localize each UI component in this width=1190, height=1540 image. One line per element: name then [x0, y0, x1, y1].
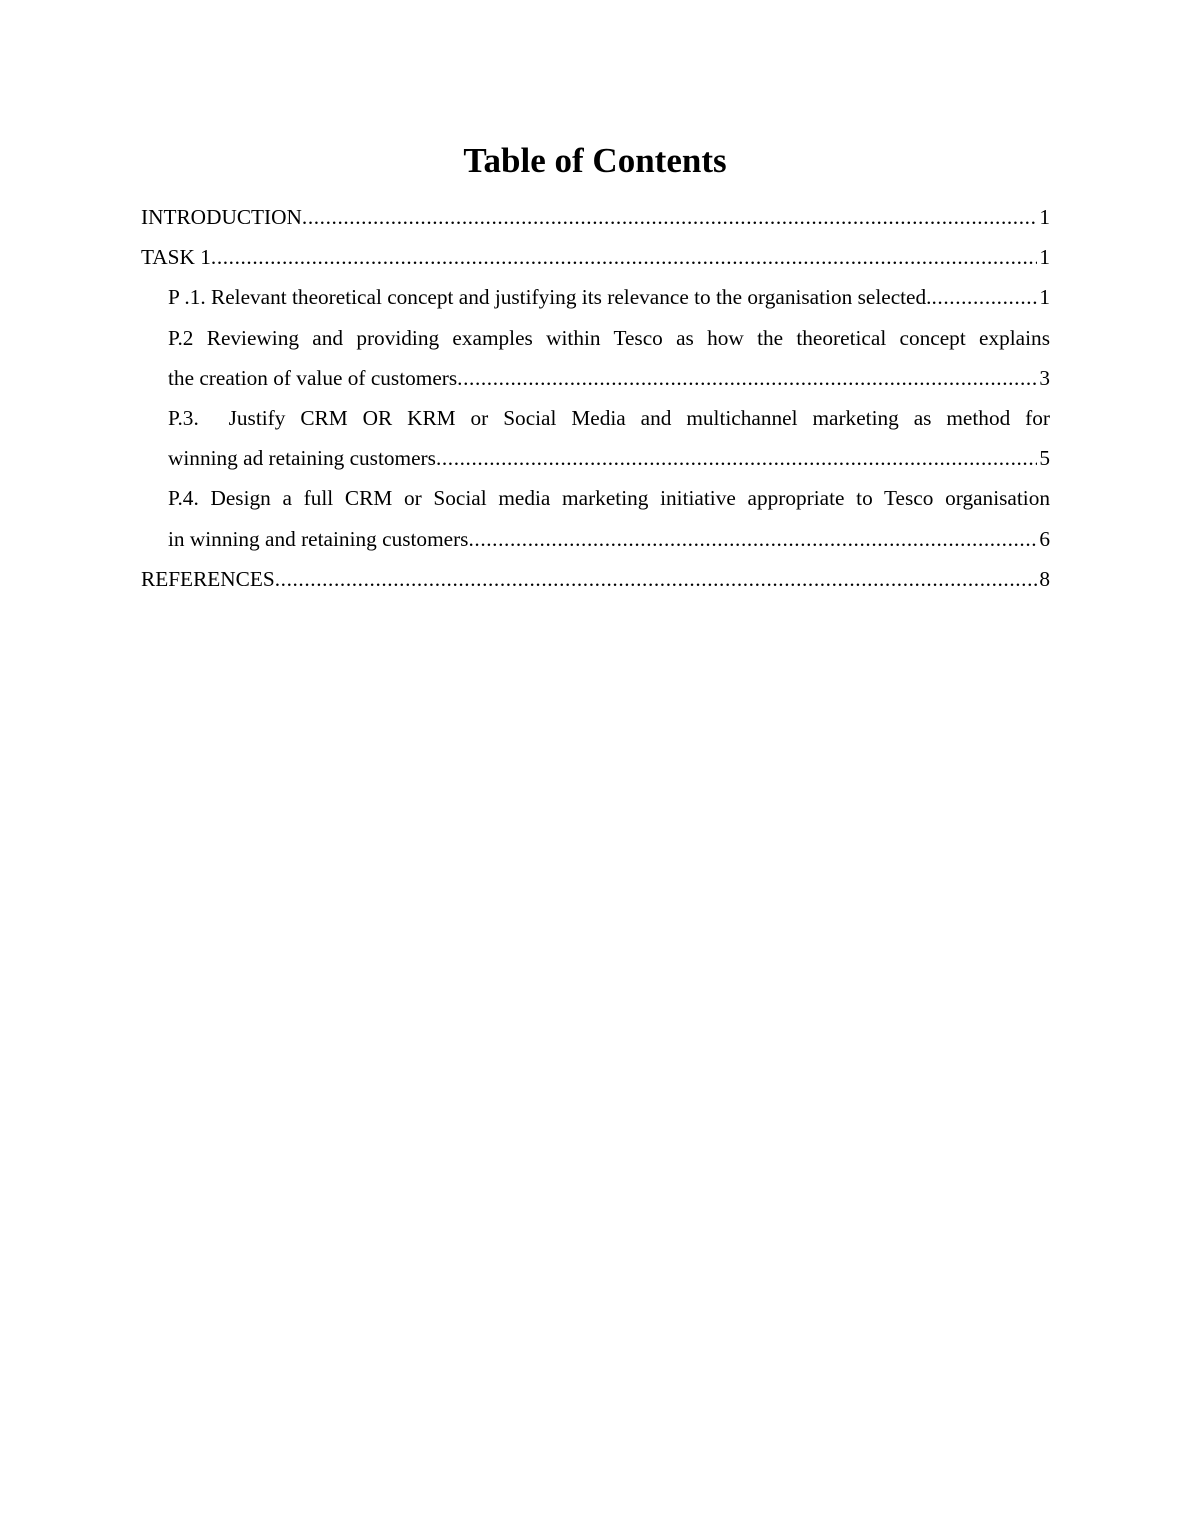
toc-entry-p1[interactable] [141, 277, 1050, 317]
toc-entry-label: the creation of value of customers [168, 365, 458, 390]
toc-dot-leader [211, 237, 1037, 277]
toc-dot-leader [457, 358, 1037, 398]
toc-entry-p3[interactable] [141, 398, 1050, 478]
toc-dot-leader [436, 438, 1037, 478]
toc-entry-wrapped-line: P.3. Justify CRM OR KRM or Social Media and multichannel marketing as method for [168, 405, 1050, 430]
toc-entry-references[interactable] [141, 559, 1050, 599]
toc-page-number: 1 [1039, 245, 1050, 270]
toc-entry-line [141, 237, 1050, 277]
toc-entry-p4[interactable] [141, 478, 1050, 558]
toc-page-number: 3 [1039, 365, 1050, 390]
table-of-contents [141, 197, 1050, 599]
toc-entry-line [141, 559, 1050, 599]
toc-entry-wrapped-line: P.2 Reviewing and providing examples within Tesco as how the theoretical concept explains [168, 325, 1050, 350]
toc-entry-label: in winning and retaining customers [168, 526, 469, 551]
toc-dot-leader [275, 559, 1038, 599]
toc-entry-label: REFERENCES [141, 566, 275, 591]
toc-entry-task-1[interactable] [141, 237, 1050, 277]
toc-entry-label: winning ad retaining customers [168, 446, 436, 471]
toc-entry-introduction[interactable] [141, 197, 1050, 237]
toc-entry-line [168, 358, 1050, 398]
toc-entry-wrapped-line: P.4. Design a full CRM or Social media marketing initiative appropriate to Tesco organisation [168, 486, 1050, 511]
toc-entry-line [168, 519, 1050, 559]
toc-entry-p2[interactable] [141, 318, 1050, 398]
toc-entry-line [141, 197, 1050, 237]
toc-entry-label: TASK 1 [141, 245, 211, 270]
toc-heading: Table of Contents [463, 141, 727, 180]
toc-entry-line [168, 277, 1050, 317]
toc-dot-leader [932, 277, 1038, 317]
toc-dot-leader [468, 519, 1037, 559]
toc-entry-label: P .1. Relevant theoretical concept and justifying its relevance to the organisation selected. [168, 285, 932, 310]
toc-page-number: 8 [1039, 566, 1050, 591]
toc-entry-label: INTRODUCTION [141, 205, 302, 229]
toc-entry-line [168, 438, 1050, 478]
toc-page-number: 1 [1039, 205, 1050, 229]
toc-page-number: 5 [1039, 446, 1050, 471]
toc-page-number: 6 [1039, 526, 1050, 551]
toc-dot-leader [302, 197, 1037, 237]
toc-page-number: 1 [1039, 285, 1050, 310]
